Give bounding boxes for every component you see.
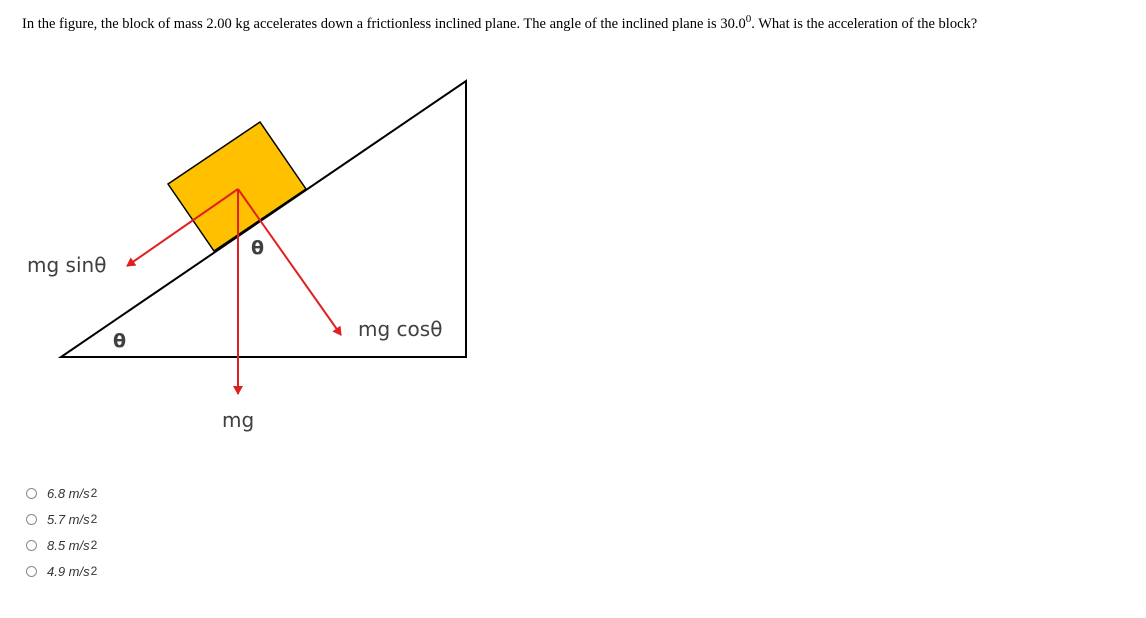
label-mg-cos: mg cosθ <box>358 317 443 341</box>
answer-label: 8.5 m/s <box>47 537 90 553</box>
question-main: In the figure, the block of mass 2.00 kg accelerates down a frictionless inclined plane. The angle of the inclined plane is 30.0 <box>22 16 746 32</box>
answer-option-1[interactable] <box>26 480 97 506</box>
answer-exponent: 2 <box>90 564 98 578</box>
answer-label: 6.8 m/s <box>47 485 90 501</box>
degree-superscript: 0 <box>745 13 752 25</box>
answer-option-4[interactable] <box>26 558 97 584</box>
label-theta-block: θ <box>251 237 265 259</box>
radio-button[interactable] <box>26 488 37 499</box>
answer-option-2[interactable] <box>26 506 97 532</box>
answer-label: 4.9 m/s <box>47 563 90 579</box>
answer-exponent: 2 <box>90 486 98 500</box>
label-mg: mg <box>222 408 255 432</box>
answer-option-3[interactable] <box>26 532 97 558</box>
radio-button[interactable] <box>26 566 37 577</box>
radio-button[interactable] <box>26 514 37 525</box>
answer-exponent: 2 <box>90 512 98 526</box>
answer-label: 5.7 m/s <box>47 511 90 527</box>
radio-button[interactable] <box>26 540 37 551</box>
answer-choices <box>26 480 97 584</box>
question-end: . What is the acceleration of the block? <box>751 16 978 32</box>
incline-triangle <box>61 81 466 357</box>
label-theta-incline: θ <box>113 330 127 352</box>
answer-exponent: 2 <box>90 538 98 552</box>
label-mg-sin: mg sinθ <box>27 253 107 277</box>
